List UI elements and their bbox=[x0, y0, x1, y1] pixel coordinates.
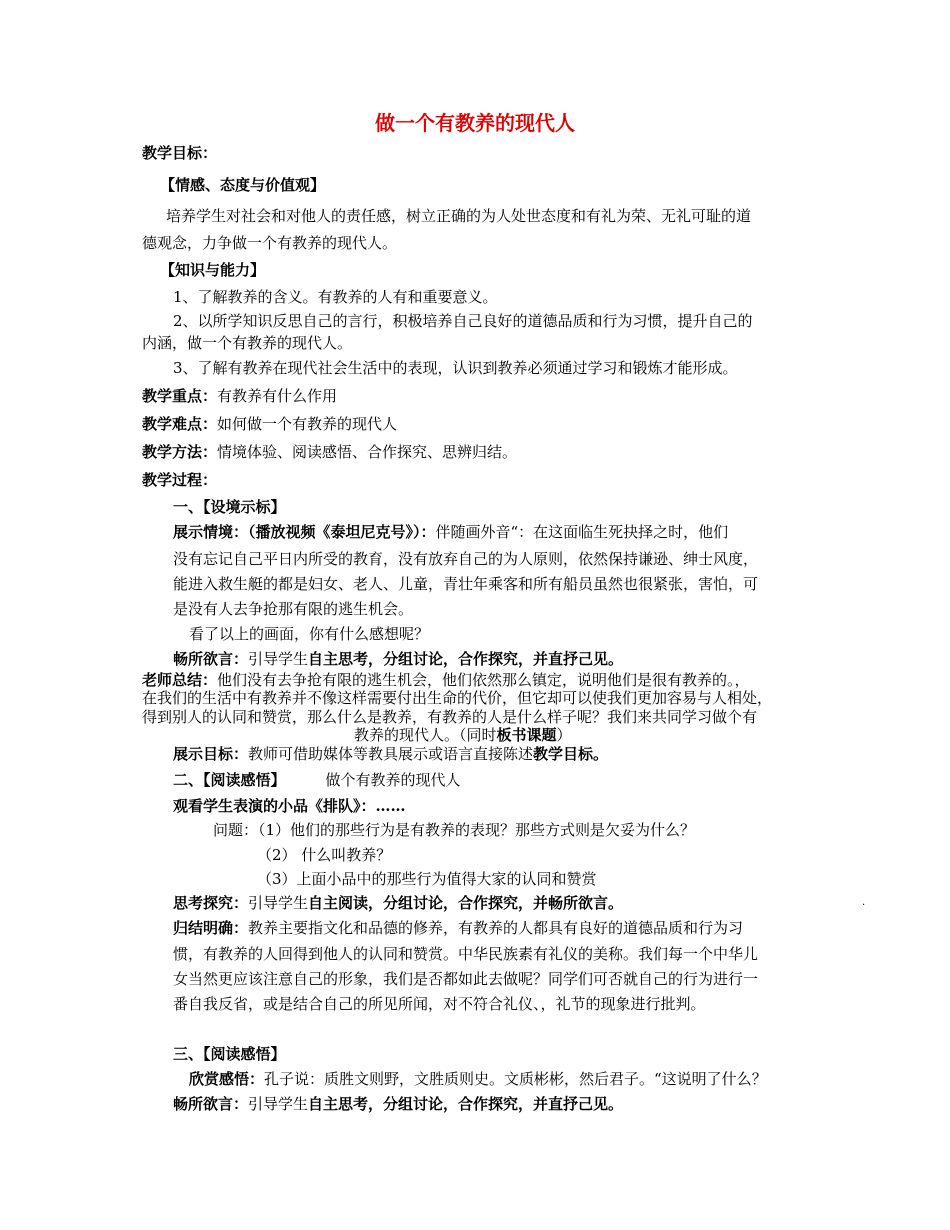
margin-dot: . bbox=[862, 897, 866, 908]
section-2-question-3: （3）上面小品中的那些行为值得大家的认同和赞赏 bbox=[257, 870, 597, 888]
section-1-question: 看了以上的画面，你有什么感想呢？ bbox=[189, 625, 430, 643]
section-2-think-bold: 自主阅读，分组讨论，合作探究，并畅所欲言。 bbox=[308, 894, 624, 912]
teacher-summary-close: ） bbox=[556, 726, 572, 744]
emotion-line-1: 培养学生对社会和对他人的责任感，树立正确的为人处世态度和有礼为荣、无礼可耻的道 bbox=[166, 207, 752, 225]
process-heading: 教学过程： bbox=[142, 471, 218, 489]
method-label: 教学方法： bbox=[142, 443, 218, 461]
section-1-free-label: 畅所欲言： bbox=[173, 650, 249, 668]
knowledge-item-2-line-2: 内涵，做一个有教养的现代人。 bbox=[142, 334, 353, 352]
difficulty-label: 教学难点： bbox=[142, 415, 218, 433]
section-1-goal-text: 教师可借助媒体等教具展示或语言直接陈述 bbox=[248, 745, 534, 763]
section-1-show-line-3: 能进入救生艇的都是妇女、老人、儿童，青壮年乘客和所有船员虽然也很紧张，害怕，可 bbox=[173, 575, 759, 593]
section-1-goal-bold: 教学目标。 bbox=[533, 745, 609, 763]
section-1-show-label: 展示情境：（播放视频《泰坦尼克号》）： bbox=[173, 523, 436, 541]
section-1-show-line-1 bbox=[173, 522, 728, 542]
knowledge-item-2-line-1: 2、以所学知识反思自己的言行，积极培养自己良好的道德品质和行为习惯，提升自己的 bbox=[173, 312, 753, 330]
section-1-free-talk bbox=[173, 649, 623, 669]
method-text: 情境体验、阅读感悟、合作探究、思辨归结。 bbox=[217, 443, 518, 461]
section-2-think-label: 思考探究： bbox=[173, 894, 249, 912]
teacher-summary-label: 老师总结： bbox=[142, 671, 218, 689]
board-title-note: 板书课题 bbox=[496, 726, 557, 744]
section-1-goal-label: 展示目标： bbox=[173, 745, 249, 763]
key-point-text: 有教养有什么作用 bbox=[217, 387, 338, 405]
section-2-conclude-line-2: 惯，有教养的人回得到他人的认同和赞赏。中华民族素有礼仪的美称。我们每一个中华儿 bbox=[173, 945, 759, 963]
section-1-show-line-2: 没有忘记自己平日内所受的教育，没有放弃自己的为人原则，依然保持谦逊、绅士风度， bbox=[173, 550, 759, 568]
emotion-line-2: 德观念，力争做一个有教养的现代人。 bbox=[142, 234, 398, 252]
teacher-summary-line-1 bbox=[142, 670, 750, 690]
section-2-question-1: 问题：（1）他们的那些行为是有教养的表现？那些方式则是欠妥为什么？ bbox=[213, 821, 696, 839]
knowledge-item-1: 1、了解教养的含义。有教养的人有和重要意义。 bbox=[173, 288, 498, 306]
section-3-free-label: 畅所欲言： bbox=[173, 1095, 249, 1113]
section-3-free-text: 引导学生 bbox=[248, 1095, 309, 1113]
section-3-free-bold: 自主思考，分组讨论，合作探究，并直抒己见。 bbox=[308, 1095, 624, 1113]
section-3-appreciate-text: 孔子说：质胜文则野，文胜质则史。文质彬彬，然后君子。“这说明了什么？ bbox=[264, 1070, 767, 1088]
section-2-conclude-line-1 bbox=[173, 918, 743, 938]
section-1-free-bold: 自主思考，分组讨论，合作探究，并直抒己见。 bbox=[308, 650, 624, 668]
section-2-conclude-line-4: 番自我反省，或是结合自己的所见所闻，对不符合礼仪、，礼节的现象进行批判。 bbox=[173, 995, 706, 1013]
section-3-free-talk bbox=[173, 1094, 623, 1114]
section-2-heading: 二、【阅读感悟】 bbox=[173, 771, 286, 789]
teacher-summary-line-4 bbox=[354, 725, 572, 745]
section-1-show-line-4: 是没有人去争抢那有限的逃生机会。 bbox=[173, 600, 414, 618]
section-2-think bbox=[173, 893, 623, 913]
difficulty-text: 如何做一个有教养的现代人 bbox=[217, 415, 398, 433]
section-2-think-text: 引导学生 bbox=[248, 894, 309, 912]
section-3-heading: 三、【阅读感悟】 bbox=[173, 1045, 286, 1063]
teacher-summary-line-3: 得到别人的认同和赞赏，那么什么是教养，有教养的人是什么样子呢？我们来共同学习做个有 bbox=[142, 708, 758, 726]
section-1-heading: 一、【设境示标】 bbox=[173, 498, 286, 516]
method-row bbox=[142, 442, 517, 462]
knowledge-item-3: 3、了解有教养在现代社会生活中的表现，认识到教养必须通过学习和锻炼才能形成。 bbox=[173, 359, 738, 377]
knowledge-heading: 【知识与能力】 bbox=[160, 261, 266, 279]
section-1-goal bbox=[173, 744, 608, 764]
section-2-conclude-line-3: 女当然更应该注意自己的形象，我们是否都如此去做呢？同学们可否就自己的行为进行一 bbox=[173, 970, 759, 988]
teacher-summary-text: 他们没有去争抢有限的逃生机会，他们依然那么镇定，说明他们是很有教养的。， bbox=[217, 671, 750, 689]
emotion-heading: 【情感、态度与价值观】 bbox=[160, 176, 326, 194]
section-1-free-text: 引导学生 bbox=[248, 650, 309, 668]
section-1-show-text: 伴随画外音“：在这面临生死抉择之时，他们 bbox=[435, 523, 729, 541]
key-point-row bbox=[142, 386, 337, 406]
section-3-appreciate-label: 欣赏感悟： bbox=[189, 1070, 265, 1088]
section-2-subtitle: 做个有教养的现代人 bbox=[325, 771, 461, 789]
section-2-question-2: （2） 什么叫教养？ bbox=[257, 846, 392, 864]
section-2-heading-row bbox=[173, 770, 461, 790]
difficulty-row bbox=[142, 414, 397, 434]
key-point-label: 教学重点： bbox=[142, 387, 218, 405]
section-2-watch: 观看学生表演的小品《排队》：…… bbox=[173, 797, 406, 815]
teacher-summary-tail: 教养的现代人。（同时 bbox=[354, 726, 497, 744]
section-2-conclude-text: 教养主要指文化和品德的修养，有教养的人都具有良好的道德品质和行为习 bbox=[248, 919, 744, 937]
goals-heading: 教学目标： bbox=[142, 144, 218, 162]
teacher-summary-line-2: 在我们的生活中有教养并不像这样需要付出生命的代价，但它却可以使我们更加容易与人相处， bbox=[142, 689, 773, 707]
section-3-appreciate bbox=[189, 1069, 767, 1089]
section-2-conclude-label: 归结明确： bbox=[173, 919, 249, 937]
page-title: 做一个有教养的现代人 bbox=[375, 111, 575, 135]
